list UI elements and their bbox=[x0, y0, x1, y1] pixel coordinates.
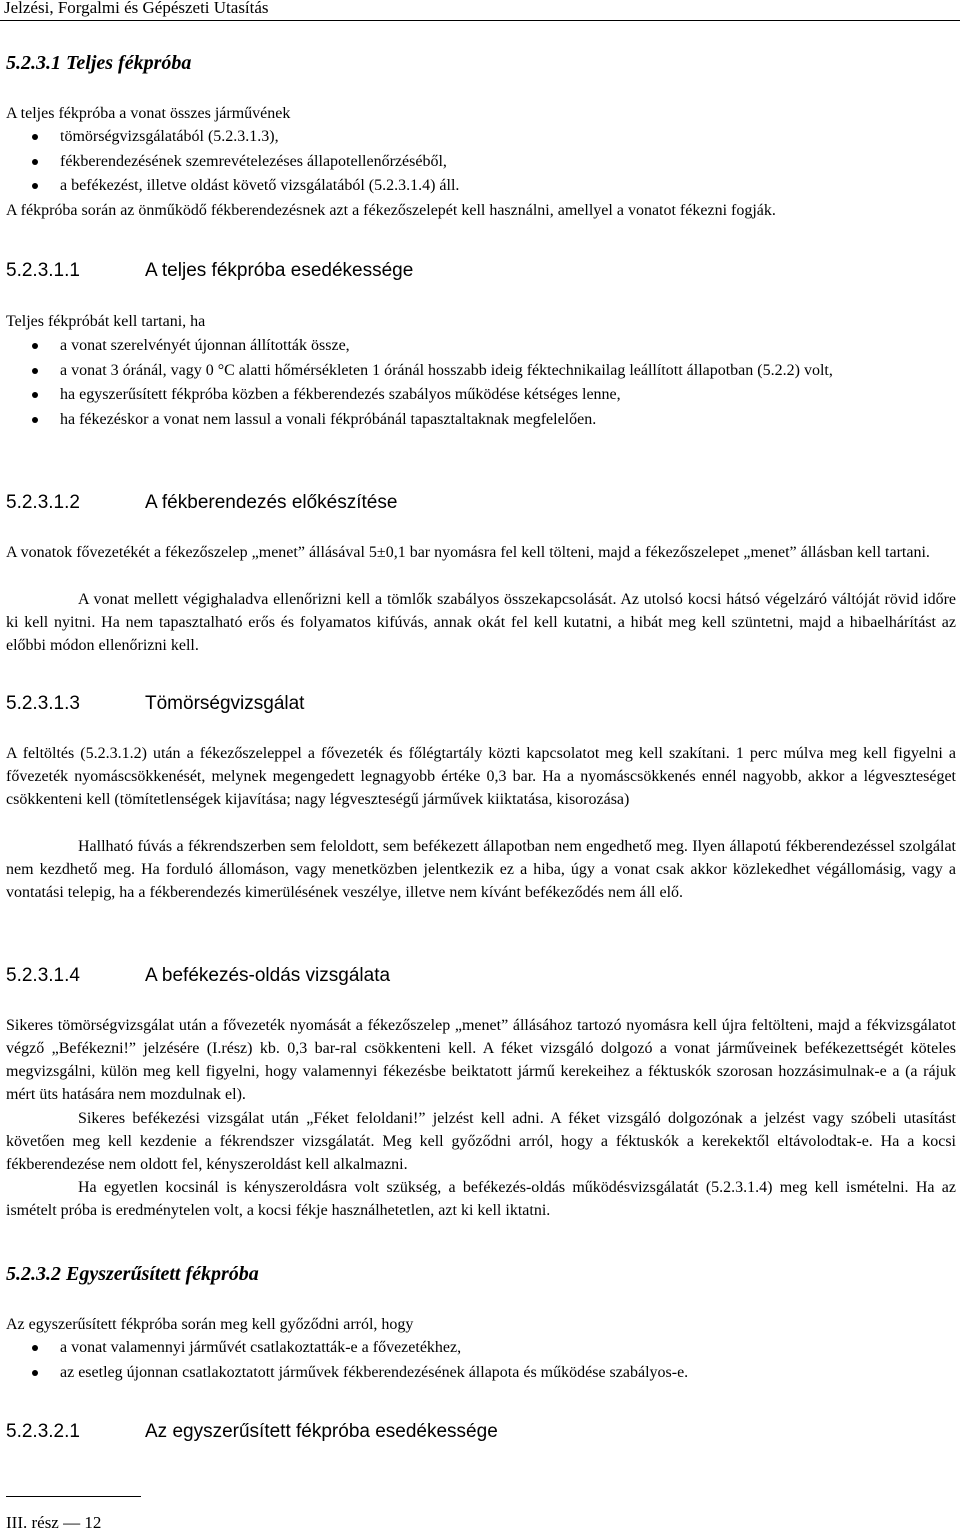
list-item: az esetleg újonnan csatlakoztatott járművek fékberendezésének állapota és működése szabályos-e. bbox=[6, 1361, 956, 1386]
subsection-title: A befékezés-oldás vizsgálata bbox=[145, 965, 391, 986]
bullet-icon bbox=[32, 417, 38, 423]
paragraph: Ha egyetlen kocsinál is kényszeroldásra volt szükség, a befékezés-oldás működésvizsgálatát (5.2.3.1.4) meg kell ismételni. Ha az ismételt próba is eredménytelen volt, a kocsi fékje használhetetlen, azt ki kell iktatni. bbox=[6, 1179, 956, 1219]
subsection-number: 5.2.3.1.4 bbox=[6, 965, 80, 986]
list-item: a vonat szerelvényét újonnan állították össze, bbox=[6, 334, 956, 359]
subsection-heading bbox=[6, 260, 413, 282]
list-item: ha egyszerűsített fékpróba közben a fékberendezés szabályos működése kétséges lenne, bbox=[6, 383, 956, 408]
section-intro: Az egyszerűsített fékpróba során meg kell győződni arról, hogy bbox=[6, 1316, 414, 1333]
bullet-icon bbox=[32, 183, 38, 189]
footer-rule bbox=[6, 1496, 141, 1497]
bullet-icon bbox=[32, 159, 38, 165]
paragraph: A vonat mellett végighaladva ellenőrizni kell a tömlők szabályos összekapcsolását. Az utolsó kocsi hátsó végelzáró váltóját rövid időre ki kell nyitni. Ha nem tapasztalható erős és folyamatos kifúvás, annak okát fel kell kutatni, a hibát meg kell szüntetni, majd a hibaelhárítást az előbbi módon ellenőrizni kell. bbox=[6, 591, 956, 654]
bullet-icon bbox=[32, 392, 38, 398]
subsection-heading bbox=[6, 1421, 498, 1443]
page-number: III. rész — 12 bbox=[6, 1513, 102, 1532]
bullet-icon bbox=[32, 1370, 38, 1376]
header-title: Jelzési, Forgalmi és Gépészeti Utasítás bbox=[4, 0, 269, 17]
bullet-list bbox=[6, 125, 956, 199]
bullet-icon bbox=[32, 134, 38, 140]
subsection-number: 5.2.3.1.3 bbox=[6, 693, 80, 714]
header-rule bbox=[0, 20, 960, 21]
paragraph: A fékpróba során az önműködő fékberendezésnek azt a fékezőszelepét kell használni, amellyel a vonatot fékezni fogják. bbox=[6, 202, 776, 219]
bullet-icon bbox=[32, 368, 38, 374]
list-item: a befékezést, illetve oldást követő vizsgálatából (5.2.3.1.4) áll. bbox=[6, 174, 956, 199]
subsection-number: 5.2.3.1.2 bbox=[6, 492, 80, 513]
bullet-list bbox=[6, 1336, 956, 1385]
list-item: ha fékezéskor a vonat nem lassul a vonali fékpróbánál tapasztaltaknak megfelelően. bbox=[6, 408, 956, 433]
subsection-number: 5.2.3.2.1 bbox=[6, 1421, 80, 1442]
section-intro: Teljes fékpróbát kell tartani, ha bbox=[6, 313, 206, 330]
paragraph: Sikeres tömörségvizsgálat után a fővezeték nyomását a fékezőszelep „menet” állásához tartozó nyomásra kell újra feltölteni, majd a fékvizsgálatot végző „Befékezni!” jelzésére (I.rész) kb. 0,3 bar-ral csökkenteni kell. A féket vizsgáló dolgozó a vonat járműveinek befékezettségét köteles megvizsgálni, külön meg kell figyelni, hogy valamennyi fékezésbe beiktatott jármű kerekeihez a féktuskók szorosan hozzásimulnak-e a (a rájuk mért üts hatására nem mozdulnak el). bbox=[6, 1017, 956, 1103]
paragraph: A feltöltés (5.2.3.1.2) után a fékezőszeleppel a fővezeték és főlégtartály közti kapcsolatot meg kell szakítani. 1 perc múlva meg kell figyelni a fővezeték nyomáscsökkenését, melynek megengedett legnagyobb értéke 0,3 bar. Ha a nyomáscsökkenés ennél nagyobb, akkor a légveszteséget csökkenteni kell (tömítetlenségek kijavítása; nagy légveszteségű járművek kiiktatása, kisorozása) bbox=[6, 745, 956, 808]
section-heading-5-2-3-2: 5.2.3.2 Egyszerűsített fékpróba bbox=[6, 1263, 259, 1285]
section-heading-5-2-3-1: 5.2.3.1 Teljes fékpróba bbox=[6, 52, 192, 74]
subsection-title: Tömörségvizsgálat bbox=[145, 693, 305, 714]
subsection-title: Az egyszerűsített fékpróba esedékessége bbox=[145, 1421, 498, 1442]
subsection-title: A teljes fékpróba esedékessége bbox=[145, 260, 414, 281]
page-header bbox=[0, 0, 960, 20]
subsection-heading bbox=[6, 492, 397, 514]
subsection-number: 5.2.3.1.1 bbox=[6, 260, 80, 281]
list-item: a vonat 3 óránál, vagy 0 °C alatti hőmérsékleten 1 óránál hosszabb ideig féktechnikailag leállított állapotban (5.2.2) volt, bbox=[6, 359, 956, 384]
subsection-title: A fékberendezés előkészítése bbox=[145, 492, 398, 513]
paragraph: A vonatok fővezetékét a fékezőszelep „menet” állásával 5±0,1 bar nyomásra fel kell tölteni, majd a fékezőszelepet „menet” állásban kell tartani. bbox=[6, 544, 930, 561]
paragraph: Sikeres befékezési vizsgálat után „Féket feloldani!” jelzést kell adni. A féket vizsgáló dolgozónak a jelzést vagy szóbeli utasítást követően meg kell kezdenie a fékrendszer vizsgálatát. Meg kell győződni arról, hogy a féktuskók a kerekektől eltávolodtak-e. Ha a kocsi fékberendezése nem oldott fel, kényszeroldást kell alkalmazni. bbox=[6, 1110, 956, 1173]
list-item: tömörségvizsgálatából (5.2.3.1.3), bbox=[6, 125, 956, 150]
list-item: fékberendezésének szemrevételezéses állapotellenőrzéséből, bbox=[6, 150, 956, 175]
bullet-icon bbox=[32, 343, 38, 349]
list-item: a vonat valamennyi járművét csatlakoztatták-e a fővezetékhez, bbox=[6, 1336, 956, 1361]
subsection-heading bbox=[6, 965, 390, 987]
paragraph: Hallható fúvás a fékrendszerben sem feloldott, sem befékezett állapotban nem engedhető meg. Ilyen állapotú fékberendezéssel szolgálat nem kezdhető meg. Ha forduló állomáson, vagy menetközben jelentkezik ez a hiba, úgy a vonat csak akkor közlekedhet végállomásig, vagy a vontatási telepig, ha a fékberendezés kimerülésének veszélye, illetve nem kívánt befékeződés nem áll elő. bbox=[6, 838, 956, 901]
bullet-icon bbox=[32, 1345, 38, 1351]
subsection-heading bbox=[6, 693, 304, 715]
section-intro: A teljes fékpróba a vonat összes járművének bbox=[6, 105, 291, 122]
bullet-list bbox=[6, 334, 956, 432]
